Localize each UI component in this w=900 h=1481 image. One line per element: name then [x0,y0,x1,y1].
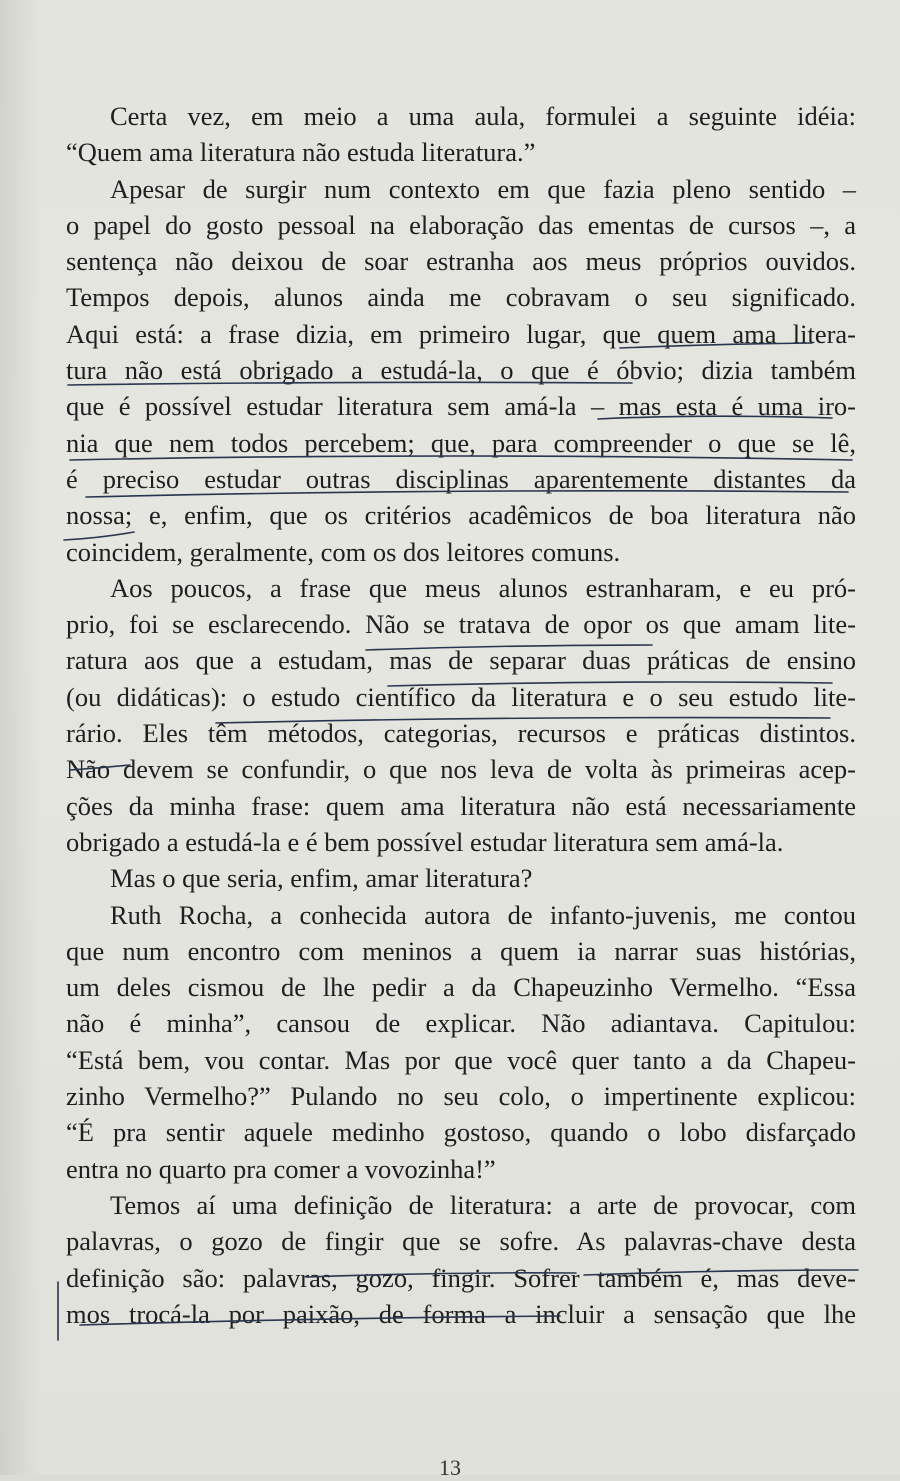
text-line: que é possível estudar literatura sem amá-la – mas esta é uma iro- [66,391,856,422]
text-line: mos trocá-la por paixão, de forma a incluir a sensação que lhe [66,1298,856,1329]
text-line: um deles cismou de lhe pedir a da Chapeuzinho Vermelho. “Essa [66,972,856,1003]
text-line: Mas o que seria, enfim, amar literatura? [110,863,533,894]
text-line: Apesar de surgir num contexto em que fazia pleno sentido – [110,173,856,204]
text-line: zinho Vermelho?” Pulando no seu colo, o impertinente explicou: [66,1081,856,1112]
page-number: 13 [439,1455,461,1480]
text-line: sentença não deixou de soar estranha aos meus próprios ouvidos. [66,246,856,277]
text-line: “Está bem, vou contar. Mas por que você quer tanto a da Chapeu- [66,1044,856,1075]
text-line: Aqui está: a frase dizia, em primeiro lugar, que quem ama litera- [66,318,856,349]
text-line: rário. Eles têm métodos, categorias, recursos e práticas distintos. [66,718,856,749]
text-line: é preciso estudar outras disciplinas aparentemente distantes da [66,463,856,494]
text-line: nossa; e, enfim, que os critérios acadêmicos de boa literatura não [66,500,856,531]
text-line: Certa vez, em meio a uma aula, formulei a seguinte idéia: [110,101,856,131]
text-line: entra no quarto pra comer a vovozinha!” [66,1153,496,1184]
text-line: tura não está obrigado a estudá-la, o que é óbvio; dizia também [66,355,856,386]
text-line: prio, foi se esclarecendo. Não se tratava de opor os que amam lite- [66,609,856,640]
text-line: definição são: palavras, gozo, fingir. Sofrer também é, mas deve- [66,1262,856,1293]
text-line: Aos poucos, a frase que meus alunos estranharam, e eu pró- [110,572,856,603]
text-line: Ruth Rocha, a conhecida autora de infanto-juvenis, me contou [110,899,856,930]
text-line: coincidem, geralmente, com os dos leitores comuns. [66,536,621,567]
text-line: palavras, o gozo de fingir que se sofre. As palavras-chave desta [66,1226,856,1257]
text-line: nia que nem todos percebem; que, para compreender o que se lê, [66,427,856,458]
text-line: “Quem ama literatura não estuda literatura.” [66,137,536,168]
text-line: Tempos depois, alunos ainda me cobravam o seu significado. [66,282,856,313]
body-text [66,98,856,1332]
text-line: ratura aos que a estudam, mas de separar duas práticas de ensino [66,645,856,676]
text-line: obrigado a estudá-la e é bem possível estudar literatura sem amá-la. [66,826,784,857]
page-gutter-shadow [0,0,40,1475]
text-line: “É pra sentir aquele medinho gostoso, quando o lobo disfarçado [66,1117,856,1148]
text-line: que num encontro com meninos a quem ia narrar suas histórias, [66,935,856,966]
text-line: ções da minha frase: quem ama literatura não está necessariamente [66,790,856,821]
text-line: não é minha”, cansou de explicar. Não adiantava. Capitulou: [66,1008,856,1039]
text-line: o papel do gosto pessoal na elaboração das ementas de cursos –, a [66,209,856,240]
text-line: (ou didáticas): o estudo científico da literatura e o seu estudo lite- [66,681,856,712]
text-line: Não devem se confundir, o que nos leva de volta às primeiras acep- [66,754,856,785]
text-line: Temos aí uma definição de literatura: a arte de provocar, com [110,1189,856,1220]
